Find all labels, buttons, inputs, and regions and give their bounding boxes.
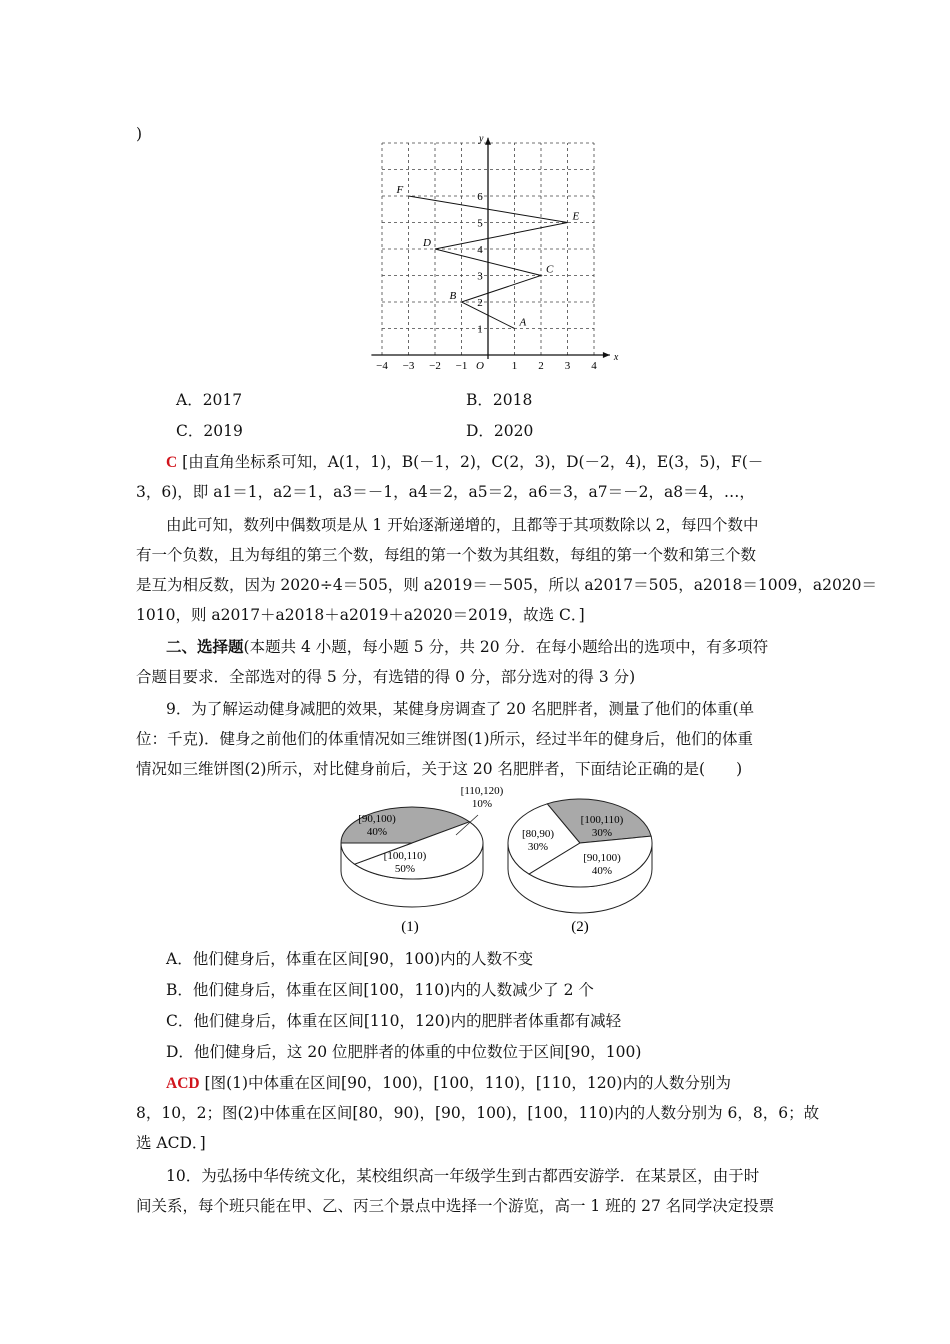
q9-sol-text3: 选 ACD．] xyxy=(136,1134,206,1152)
pie-slice-pct: 30% xyxy=(527,841,549,853)
q8-sol-text4: 有一个负数，且为每组的第三个数，每组的第一个数为其组数，每组的第一个数和第三个数 xyxy=(136,546,757,564)
q9-solution-line1 xyxy=(166,1073,816,1094)
q8-option-a: A．2017 xyxy=(176,391,243,409)
x-tick-label: −1 xyxy=(455,360,468,372)
pie-slice-label: [90,100) xyxy=(358,813,396,825)
x-tick-label: −3 xyxy=(402,360,415,372)
point-label-f: F xyxy=(396,184,404,196)
pie-slice-pct: 50% xyxy=(394,863,416,875)
q8-sol-text1: [由直角坐标系可知，A(1，1)，B(－1，2)，C(2，3)，D(－2，4)，E(3，5)，F(－ xyxy=(182,453,764,471)
y-tick-label: 1 xyxy=(477,323,483,336)
x-axis-arrow xyxy=(603,352,610,358)
x-tick-label: 1 xyxy=(511,360,518,372)
q10-stem-line2: 间关系，每个班只能在甲、乙、丙三个景点中选择一个游览，高一 1 班的 27 名同学决定投票 xyxy=(136,1197,775,1215)
pie-slice-pct: 40% xyxy=(591,865,613,877)
tick-labels xyxy=(376,191,597,372)
y-axis-arrow xyxy=(485,138,491,145)
q9-stem-line2: 位：千克)．健身之前他们的体重情况如三维饼图(1)所示，经过半年的健身后，他们的体重 xyxy=(136,730,754,748)
origin-label: O xyxy=(476,360,484,372)
q9-stem-line1: 9．为了解运动健身减肥的效果，某健身房调查了 20 名肥胖者，测量了他们的体重(单 xyxy=(166,700,754,718)
q9-option-b: B．他们健身后，体重在区间[100，110)内的人数减少了 2 个 xyxy=(166,981,594,999)
pie1-caption: (1) xyxy=(401,919,419,935)
pie-chart-1 xyxy=(341,785,504,907)
x-tick-label: 4 xyxy=(591,360,597,372)
x-tick-label: −4 xyxy=(376,360,388,372)
q8-option-b: B．2018 xyxy=(466,391,533,409)
pie-slice-label: [90,100) xyxy=(583,852,621,864)
y-tick-label: 3 xyxy=(477,270,483,283)
q9-sol-text1: [图(1)中体重在区间[90，100)，[100，110)，[110，120)内的人数分别为 xyxy=(204,1074,731,1092)
point-label-e: E xyxy=(572,210,580,223)
continuation-paren: ) xyxy=(136,125,143,143)
section2-desc2: 合题目要求．全部选对的得 5 分，有选错的得 0 分，部分选对的得 3 分) xyxy=(136,668,636,686)
y-tick-label: 4 xyxy=(477,244,483,256)
pie-chart-2 xyxy=(508,799,652,913)
x-tick-label: 3 xyxy=(564,360,571,372)
section2-desc1: (本题共 4 小题，每小题 5 分，共 20 分．在每小题给出的选项中，有多项符 xyxy=(243,638,769,656)
q8-answer: C xyxy=(166,454,178,471)
pie-slice-label: [80,90) xyxy=(521,828,555,840)
q8-sol-text3: 由此可知，数列中偶数项是从 1 开始逐渐递增的，且都等于其项数除以 2，每四个数中 xyxy=(166,516,759,534)
pie2-caption: (2) xyxy=(571,919,589,935)
q8-sol-text6: 1010，则 a2017＋a2018＋a2019＋a2020＝2019，故选 C．] xyxy=(136,606,585,624)
section2-title: 二、选择题 xyxy=(166,637,244,656)
section2-line1 xyxy=(166,637,816,657)
y-tick-label: 6 xyxy=(477,191,483,203)
point-label-b: B xyxy=(449,290,457,302)
coordinate-graph xyxy=(370,133,620,375)
y-tick-label: 5 xyxy=(477,217,483,230)
q8-sol-text5: 是互为相反数，因为 2020÷4＝505，则 a2019＝－505，所以 a2017＝505，a2018＝1009，a2020＝ xyxy=(136,576,878,594)
q8-option-c: C．2019 xyxy=(176,422,243,440)
q9-answer: ACD xyxy=(166,1075,200,1092)
x-tick-label: 2 xyxy=(538,360,544,372)
q9-stem-line3: 情况如三维饼图(2)所示，对比健身前后，关于这 20 名肥胖者，下面结论正确的是( ) xyxy=(136,760,743,778)
q9-sol-text2: 8，10，2；图(2)中体重在区间[80，90)，[90，100)，[100，110)内的人数分别为 6，8，6；故 xyxy=(136,1104,820,1122)
x-tick-label: −2 xyxy=(429,360,441,372)
y-axis-label: y xyxy=(479,133,484,145)
pie-slice-label: [100,110) xyxy=(580,814,624,826)
point-label-c: C xyxy=(546,263,554,276)
point-label-a: A xyxy=(519,316,527,329)
pie-slice-pct: 40% xyxy=(366,826,388,838)
q8-solution-line1 xyxy=(166,452,816,473)
pie-slice-label: [110,120) xyxy=(460,785,504,797)
point-label-d: D xyxy=(423,237,431,249)
y-tick-label: 2 xyxy=(477,297,483,309)
pie-charts xyxy=(330,785,670,935)
pie-slice-label: [100,110) xyxy=(383,850,427,862)
pie-slice-pct: 10% xyxy=(471,798,493,810)
q9-option-d: D．他们健身后，这 20 位肥胖者的体重的中位数位于区间[90，100) xyxy=(166,1043,642,1061)
pie-slice-pct: 30% xyxy=(591,827,613,839)
q9-option-a: A．他们健身后，体重在区间[90，100)内的人数不变 xyxy=(166,950,534,968)
q10-stem-line1: 10．为弘扬中华传统文化，某校组织高一年级学生到古都西安游学．在某景区，由于时 xyxy=(166,1167,760,1185)
x-axis-label: x xyxy=(613,352,619,363)
q8-sol-text2: 3，6)，即 a1＝1，a2＝1，a3＝－1，a4＝2，a5＝2，a6＝3，a7＝－2，a8＝4，…， xyxy=(136,483,755,501)
q9-option-c: C．他们健身后，体重在区间[110，120)内的肥胖者体重都有减轻 xyxy=(166,1012,622,1030)
q8-option-d: D．2020 xyxy=(466,422,534,440)
